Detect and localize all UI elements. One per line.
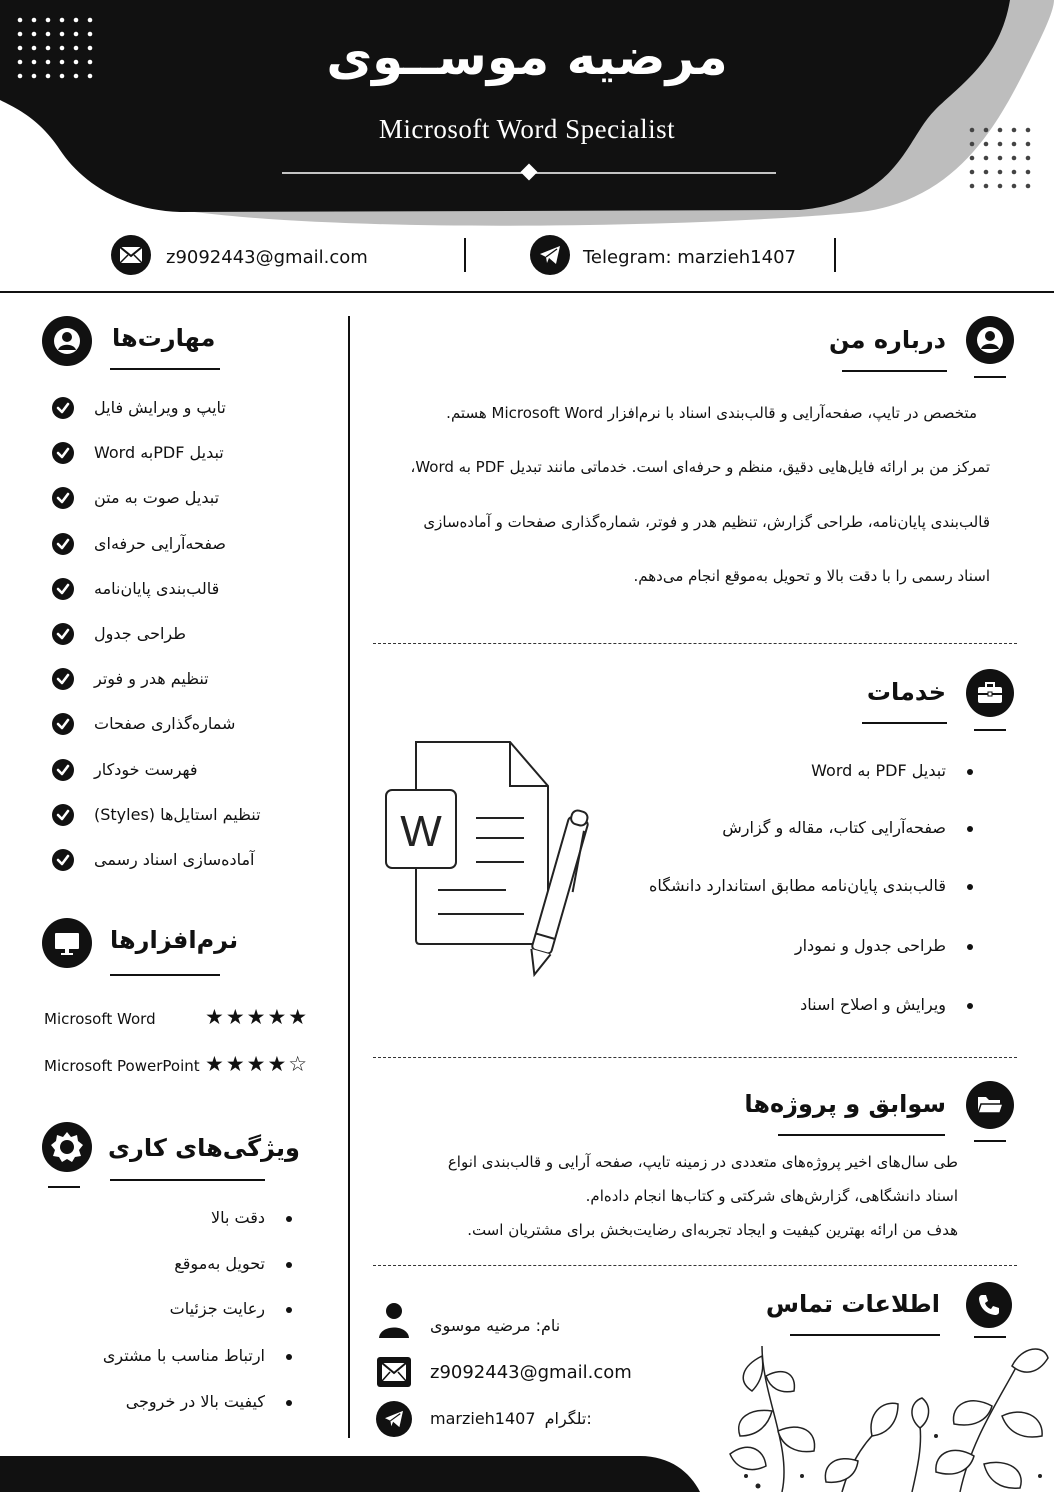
checkmark-icon: [52, 397, 74, 419]
contact-email[interactable]: z9092443@gmail.com: [430, 1362, 632, 1383]
about-line: متخصص در تایپ، صفحه‌آرایی و قالب‌بندی اسناد با نرم‌افزار Microsoft Word هستم.: [446, 404, 977, 422]
service-item: ویرایش و اصلاح اسناد: [800, 995, 946, 1014]
telegram-label: تلگرام:: [544, 1409, 592, 1428]
bullet-dot: [286, 1400, 292, 1406]
rating-stars-word: ★★★★★: [205, 1005, 310, 1029]
bullet-dot: [967, 769, 973, 775]
skill-item: فهرست خودکار: [94, 760, 198, 779]
header-email[interactable]: z9092443@gmail.com: [166, 247, 368, 268]
contact-title: اطلاعات تماس: [765, 1290, 940, 1318]
about-underline: [842, 370, 947, 372]
telegram-icon: [530, 235, 570, 275]
contact-telegram[interactable]: [430, 1409, 592, 1428]
checkmark-icon: [52, 533, 74, 555]
envelope-icon: [376, 1356, 412, 1388]
checkmark-icon: [52, 442, 74, 464]
about-title: درباره من: [829, 326, 946, 354]
service-item: صفحه‌آرایی کتاب، مقاله و گزارش: [722, 818, 946, 837]
about-line: تمرکز من بر ارائه فایل‌هایی دقیق، منظم و حرفه‌ای است. خدماتی مانند تبدیل PDF به Word،: [410, 458, 990, 476]
projects-line: هدف من ارائه بهترین کیفیت و ایجاد تجربه‌ای رضایت‌بخش برای مشتریان است.: [467, 1221, 958, 1239]
section-divider: [373, 1057, 1017, 1058]
monitor-icon: [42, 918, 92, 968]
traits-icon-underline: [48, 1186, 80, 1188]
service-item: قالب‌بندی پایان‌نامه مطابق استاندارد دانشگاه: [649, 876, 946, 895]
skill-item: آماده‌سازی اسناد رسمی: [94, 850, 255, 869]
user-icon: [966, 316, 1014, 364]
bullet-dot: [967, 1003, 973, 1009]
checkmark-icon: [52, 623, 74, 645]
checkmark-icon: [52, 804, 74, 826]
briefcase-icon: [966, 669, 1014, 717]
software-title: نرم‌افزارها: [110, 926, 239, 954]
skill-item: صفحه‌آرایی حرفه‌ای: [94, 534, 226, 553]
skill-item: تنظیم هدر و فوتر: [94, 669, 209, 688]
section-divider: [373, 643, 1017, 644]
about-icon-underline: [974, 376, 1006, 378]
about-line: اسناد رسمی را با دقت بالا و تحویل به‌موقع انجام می‌دهم.: [633, 567, 990, 585]
checkmark-icon: [52, 578, 74, 600]
person-name: مرضیه موســوی: [326, 28, 728, 86]
projects-line: طی سال‌های اخیر پروژه‌های متعددی در زمینه تایپ، صفحه آرایی و قالب‌بندی انواع: [447, 1153, 958, 1171]
trait-item: دقت بالا: [210, 1208, 265, 1227]
software-name-powerpoint: Microsoft PowerPoint: [44, 1057, 200, 1075]
services-title: خدمات: [866, 678, 946, 706]
badge-icon: [42, 1122, 92, 1172]
projects-line: اسناد دانشگاهی، گزارش‌های شرکتی و کتاب‌ها انجام داده‌ام.: [585, 1187, 958, 1205]
trait-item: کیفیت بالا در خروجی: [125, 1392, 265, 1411]
projects-underline: [778, 1134, 945, 1136]
telegram-icon: [376, 1401, 412, 1437]
about-line: قالب‌بندی پایان‌نامه، طراحی گزارش، تنظیم هدر و فوتر، شماره‌گذاری صفحات و آماده‌سازی: [423, 513, 990, 531]
trait-item: ارتباط مناسب با مشتری: [102, 1346, 265, 1365]
rating-stars-powerpoint: ★★★★☆: [205, 1052, 310, 1076]
user-icon: [42, 316, 92, 366]
projects-title: سوابق و پروژه‌ها: [744, 1090, 946, 1118]
trait-item: تحویل به‌موقع: [174, 1254, 265, 1273]
skill-item: تنظیم استایل‌ها (Styles): [94, 805, 261, 824]
checkmark-icon: [52, 849, 74, 871]
bullet-dot: [967, 944, 973, 950]
skill-item: تبدیل صوت به متن: [94, 488, 220, 507]
bullet-dot: [286, 1262, 292, 1268]
service-item: طراحی جدول و نمودار: [794, 936, 946, 955]
skill-item: طراحی جدول: [94, 624, 186, 643]
trait-item: رعایت جزئیات: [169, 1299, 265, 1318]
word-document-icon: [380, 738, 595, 986]
software-name-word: Microsoft Word: [44, 1010, 156, 1028]
doc-letter: W: [400, 807, 442, 856]
bullet-dot: [286, 1216, 292, 1222]
software-underline: [110, 974, 220, 976]
job-subtitle: Microsoft Word Specialist: [378, 114, 676, 144]
checkmark-icon: [52, 487, 74, 509]
floral-decoration: [722, 1336, 1054, 1492]
skills-underline: [110, 368, 220, 370]
email-icon: [111, 235, 151, 275]
telegram-id: marzieh1407: [430, 1409, 536, 1428]
footer-band: [0, 1452, 720, 1492]
skill-item: شماره‌گذاری صفحات: [94, 714, 236, 733]
column-divider: [348, 316, 350, 1438]
traits-title: ویژگی‌های کاری: [108, 1134, 300, 1162]
phone-icon: [966, 1282, 1012, 1328]
bullet-dot: [967, 884, 973, 890]
checkmark-icon: [52, 713, 74, 735]
traits-underline: [110, 1179, 265, 1181]
section-divider: [373, 1265, 1017, 1266]
services-icon-underline: [974, 729, 1006, 731]
header-telegram[interactable]: Telegram: marzieh1407: [583, 247, 796, 268]
folder-icon: [966, 1081, 1014, 1129]
bullet-dot: [967, 826, 973, 832]
checkmark-icon: [52, 759, 74, 781]
services-underline: [862, 722, 947, 724]
bullet-dot: [286, 1354, 292, 1360]
skill-item: قالب‌بندی پایان‌نامه: [94, 579, 220, 598]
skill-item: تبدیل PDFبه Word: [94, 443, 224, 462]
skills-title: مهارت‌ها: [112, 324, 216, 352]
projects-icon-underline: [974, 1140, 1006, 1142]
bullet-dot: [286, 1307, 292, 1313]
contact-name: نام: مرضیه موسوی: [430, 1316, 561, 1335]
person-icon: [376, 1300, 412, 1340]
skill-item: تایپ و ویرایش فایل: [94, 398, 226, 417]
service-item: تبدیل PDF به Word: [811, 761, 946, 780]
checkmark-icon: [52, 668, 74, 690]
